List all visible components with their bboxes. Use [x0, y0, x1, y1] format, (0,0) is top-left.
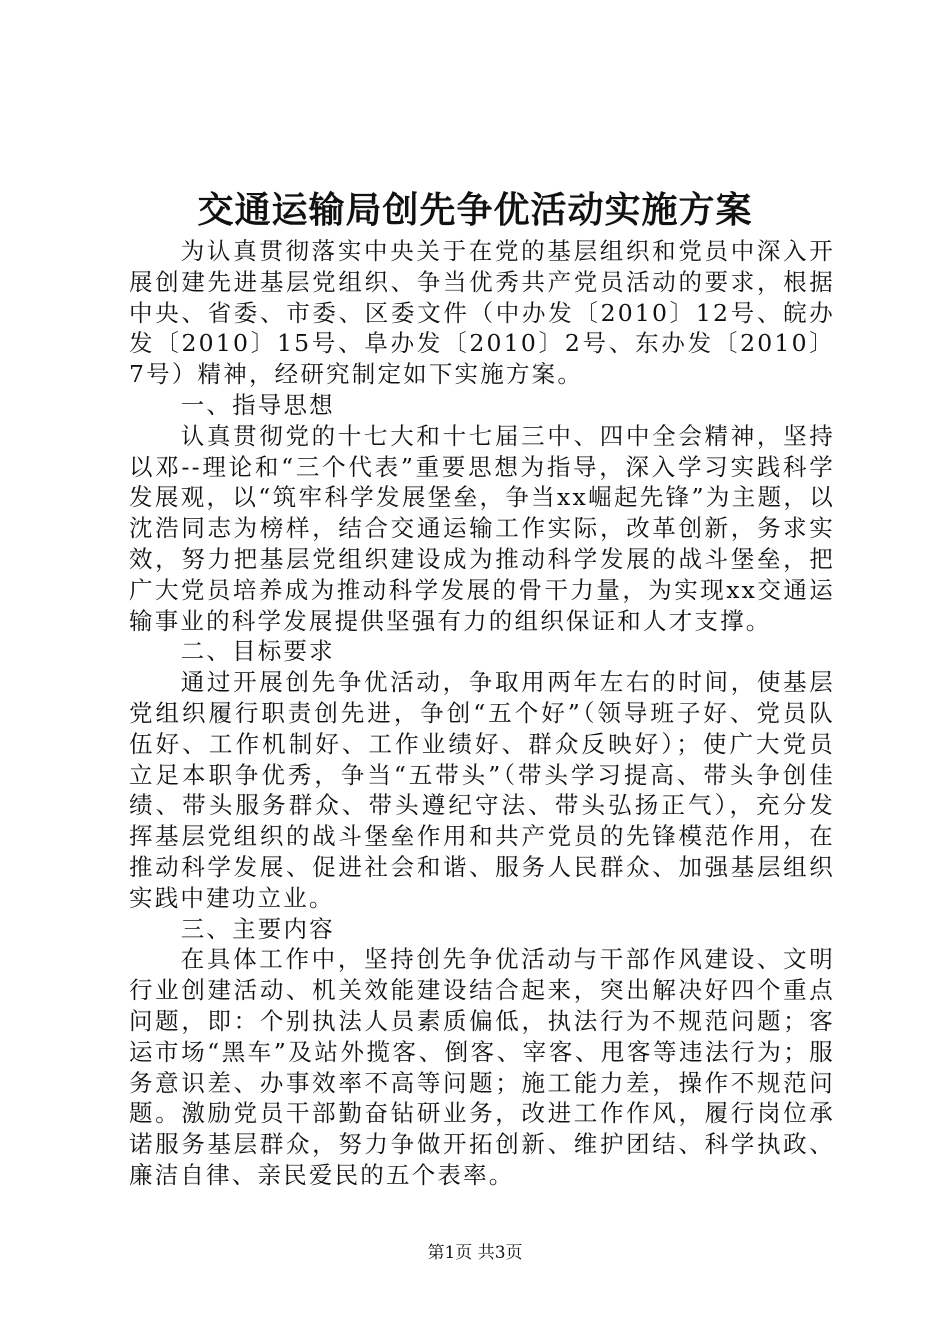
intro-paragraph: 为认真贯彻落实中央关于在党的基层组织和党员中深入开展创建先进基层党组织、争当优秀共产党员活动的要求，根据中央、省委、市委、区委文件（中办发〔2010〕12号、皖办发〔2010〕15号、阜办发〔2010〕2号、东办发〔2010〕7号）精神，经研究制定如下实施方案。	[129, 237, 835, 389]
document-title: 交通运输局创先争优活动实施方案	[197, 189, 753, 231]
page-number-footer: 第1页 共3页	[427, 1243, 523, 1263]
section-heading-guiding-thought: 一、指导思想	[180, 390, 335, 419]
section-heading-main-content: 三、主要内容	[180, 914, 335, 943]
guiding-thought-paragraph: 认真贯彻党的十七大和十七届三中、四中全会精神，坚持以邓--理论和“三个代表”重要思想为指导，深入学习实践科学发展观，以“筑牢科学发展堡垒，争当xx崛起先锋”为主题，以沈浩同志为榜样，结合交通运输工作实际，改革创新，务求实效，努力把基层党组织建设成为推动科学发展的战斗堡垒，把广大党员培养成为推动科学发展的骨干力量，为实现xx交通运输事业的科学发展提供坚强有力的组织保证和人才支撑。	[129, 421, 835, 635]
goals-paragraph: 通过开展创先争优活动，争取用两年左右的时间，使基层党组织履行职责创先进，争创“五个好”（领导班子好、党员队伍好、工作机制好、工作业绩好、群众反映好）；使广大党员立足本职争优秀，争当“五带头”（带头学习提高、带头争创佳绩、带头服务群众、带头遵纪守法、带头弘扬正气），充分发挥基层党组织的战斗堡垒作用和共产党员的先锋模范作用，在推动科学发展、促进社会和谐、服务人民群众、加强基层组织实践中建功立业。	[129, 668, 835, 912]
section-heading-goals: 二、目标要求	[180, 637, 335, 666]
main-content-paragraph: 在具体工作中，坚持创先争优活动与干部作风建设、文明行业创建活动、机关效能建设结合起来，突出解决好四个重点问题，即：个别执法人员素质偏低，执法行为不规范问题；客运市场“黑车”及站外揽客、倒客、宰客、甩客等违法行为；服务意识差、办事效率不高等问题；施工能力差，操作不规范问题。激励党员干部勤奋钻研业务，改进工作作风，履行岗位承诺服务基层群众，努力争做开拓创新、维护团结、科学执政、廉洁自律、亲民爱民的五个表率。	[129, 945, 835, 1189]
document-body	[129, 236, 835, 1191]
